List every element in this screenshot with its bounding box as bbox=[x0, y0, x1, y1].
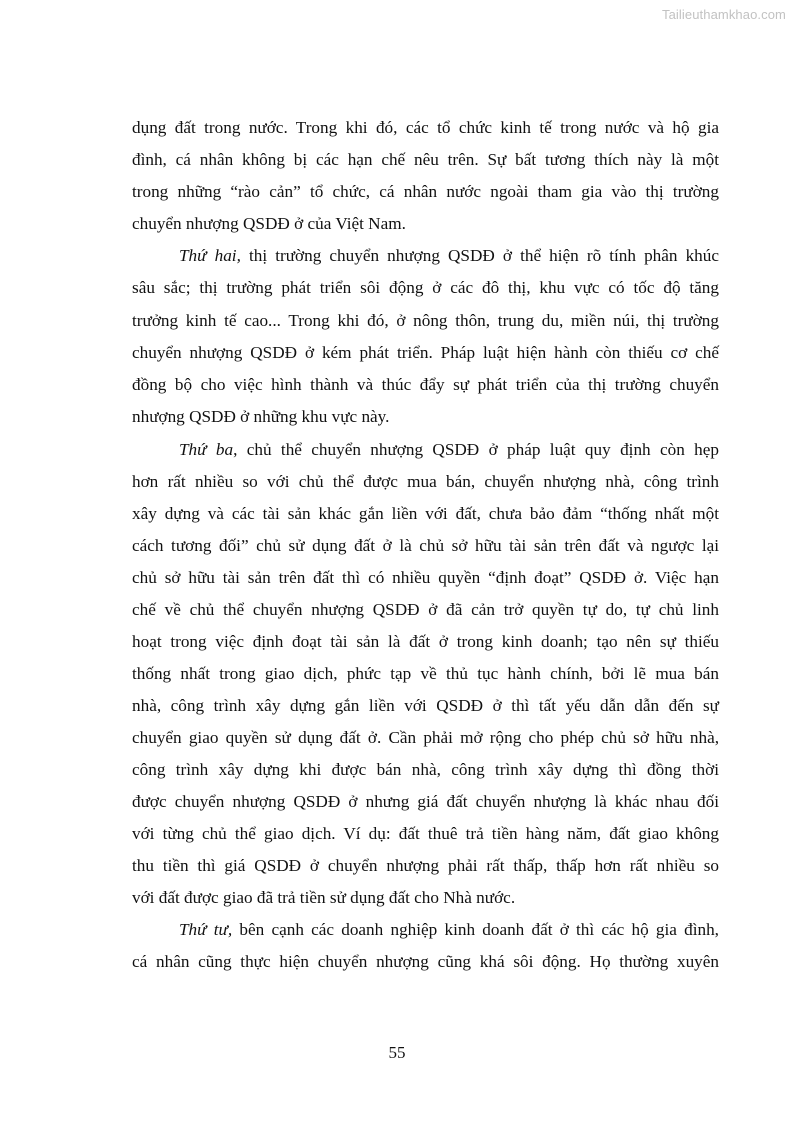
text-line bbox=[179, 439, 719, 461]
text-line: được chuyển nhượng QSDĐ ở nhưng giá đất chuyển nhượng là khác nhau đối bbox=[132, 792, 719, 811]
text-line: trong những “rào cản” tổ chức, cá nhân nước ngoài tham gia vào thị trường bbox=[132, 182, 719, 201]
text-line: nhà, công trình xây dựng gắn liền với QSDĐ ở thì tất yếu dẫn dẫn đến sự bbox=[132, 696, 719, 715]
text-line-rest: thị trường chuyển nhượng QSDĐ ở thể hiện rõ tính phân khúc bbox=[240, 246, 719, 265]
text-line: cá nhân cũng thực hiện chuyển nhượng cũng khá sôi động. Họ thường xuyên bbox=[132, 952, 719, 971]
text-line: chế về chủ thể chuyển nhượng QSDĐ ở đã cản trở quyền tự do, tự chủ linh bbox=[132, 600, 719, 619]
text-line: thu tiền thì giá QSDĐ ở chuyển nhượng phải rất thấp, thấp hơn rất nhiều so bbox=[132, 856, 719, 875]
text-line: thống nhất trong giao dịch, phức tạp về thủ tục hành chính, bởi lẽ mua bán bbox=[132, 664, 719, 683]
text-line: với từng chủ thể giao dịch. Ví dụ: đất thuê trả tiền hàng năm, đất giao không bbox=[132, 824, 719, 843]
site-watermark: Tailieuthamkhao.com bbox=[661, 7, 786, 22]
paragraph-lead: Thứ hai, bbox=[179, 246, 241, 265]
text-line bbox=[179, 919, 719, 941]
page-number: 55 bbox=[388, 1043, 406, 1062]
text-line: nhượng QSDĐ ở những khu vực này. bbox=[132, 407, 390, 426]
text-line: với đất được giao đã trả tiền sử dụng đất cho Nhà nước. bbox=[132, 888, 516, 907]
text-line: sâu sắc; thị trường phát triển sôi động ở các đô thị, khu vực có tốc độ tăng bbox=[132, 278, 719, 297]
text-line: công trình xây dựng khi được bán nhà, công trình xây dựng thì đồng thời bbox=[132, 760, 719, 779]
text-line-rest: bên cạnh các doanh nghiệp kinh doanh đất ở thì các hộ gia đình, bbox=[232, 920, 719, 939]
text-line bbox=[179, 245, 719, 267]
text-line: trưởng kinh tế cao... Trong khi đó, ở nông thôn, trung du, miền núi, thị trường bbox=[132, 311, 719, 330]
text-line-rest: , chủ thể chuyển nhượng QSDĐ ở pháp luật quy định còn hẹp bbox=[233, 440, 719, 459]
text-line: chuyển giao quyền sử dụng đất ở. Cần phải mở rộng cho phép chủ sở hữu nhà, bbox=[132, 728, 719, 747]
paragraph-lead: Thứ ba bbox=[179, 440, 234, 459]
text-line: chuyển nhượng QSDĐ ở kém phát triển. Pháp luật hiện hành còn thiếu cơ chế bbox=[132, 343, 719, 362]
text-line: hơn rất nhiều so với chủ thể được mua bán, chuyển nhượng nhà, công trình bbox=[132, 472, 719, 491]
text-line: đình, cá nhân không bị các hạn chế nêu trên. Sự bất tương thích này là một bbox=[132, 150, 719, 169]
text-line: xây dựng và các tài sản khác gắn liền với đất, chưa bảo đảm “thống nhất một bbox=[132, 504, 719, 523]
text-line: hoạt trong việc định đoạt tài sản là đất ở trong kinh doanh; tạo nên sự thiếu bbox=[132, 632, 719, 651]
text-line: chủ sở hữu tài sản trên đất thì có nhiều quyền “định đoạt” QSDĐ ở. Việc hạn bbox=[132, 568, 719, 587]
text-line: dụng đất trong nước. Trong khi đó, các tổ chức kinh tế trong nước và hộ gia bbox=[132, 118, 719, 137]
text-line: chuyển nhượng QSDĐ ở của Việt Nam. bbox=[132, 214, 406, 233]
text-line: đồng bộ cho việc hình thành và thúc đẩy sự phát triển của thị trường chuyển bbox=[132, 375, 719, 394]
paragraph-lead: Thứ tư, bbox=[179, 920, 233, 939]
text-line: cách tương đối” chủ sử dụng đất ở là chủ sở hữu tài sản trên đất và ngược lại bbox=[132, 536, 719, 555]
